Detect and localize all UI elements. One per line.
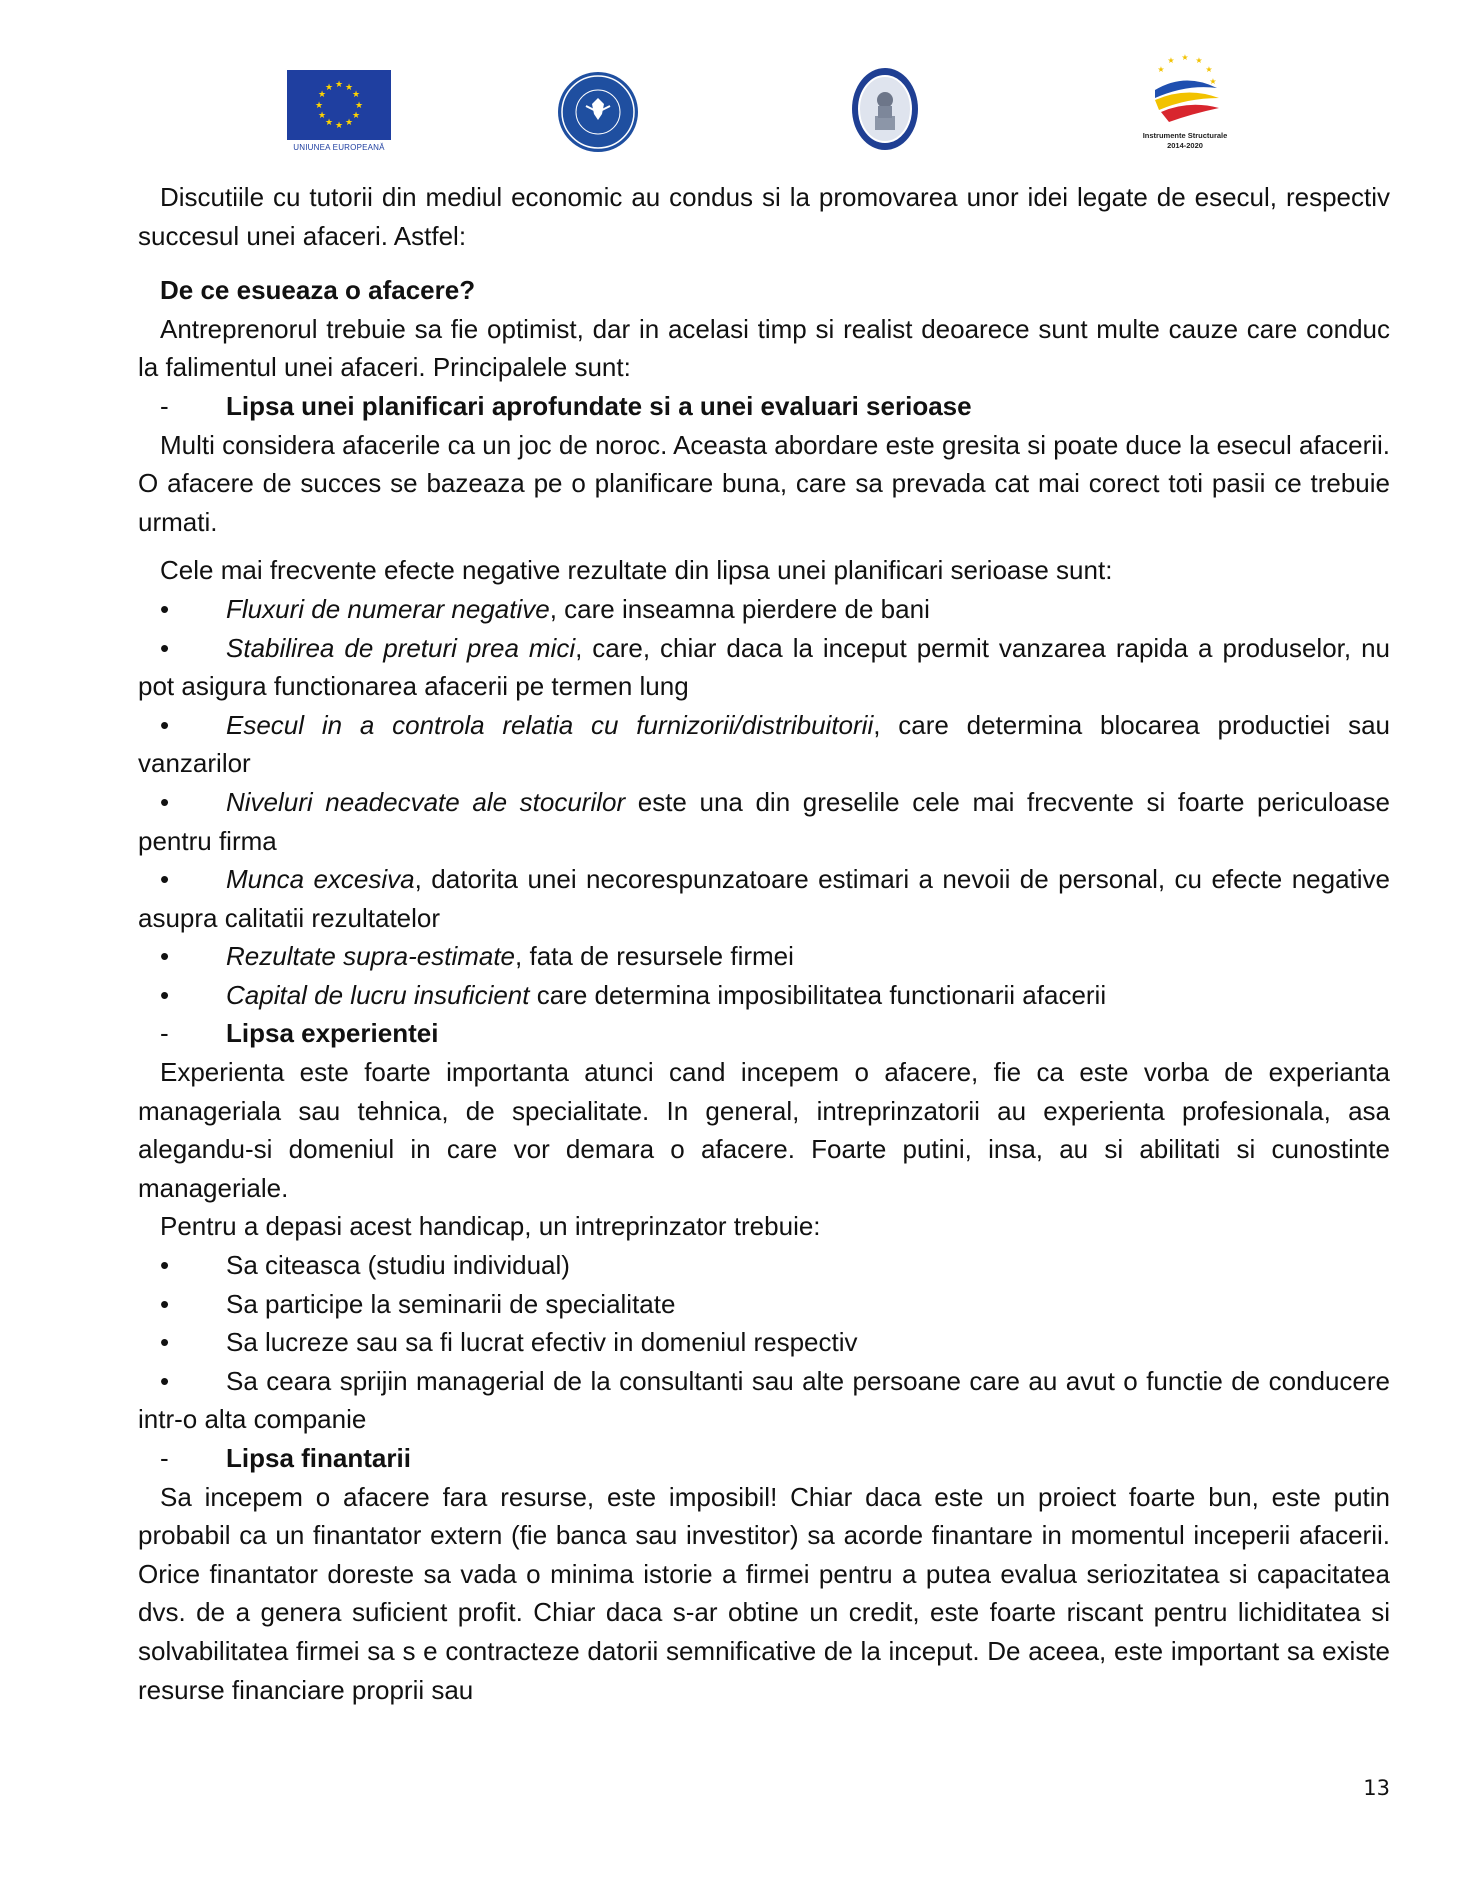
list-item-text: , care, chiar daca la inceput permit vanzarea rapida a produselor, nu pot asigura functionarea afacerii pe termen lung — [138, 632, 1390, 702]
list-item — [138, 860, 1390, 937]
section2-list-intro: Pentru a depasi acest handicap, un intreprinzator trebuie: — [160, 1211, 821, 1242]
section3-heading-row — [138, 1439, 1390, 1478]
svg-text:★: ★ — [1209, 77, 1217, 86]
section2-heading: Lipsa experientei — [226, 1018, 439, 1049]
list-item-emphasis: Capital de lucru insuficient — [226, 979, 530, 1010]
section1-list-intro: Cele mai frecvente efecte negative rezultate din lipsa unei planificari serioase sunt: — [160, 555, 1113, 586]
section1-heading: Lipsa unei planificari aprofundate si a unei evaluari serioase — [226, 390, 972, 421]
question-paragraph: Antreprenorul trebuie sa fie optimist, dar in acelasi timp si realist deoarece sunt multe cauze care conduc la falimentul unei afaceri. Principalele sunt: — [138, 313, 1390, 383]
section1-heading-row — [138, 387, 1390, 426]
list-item-text: este una din greselile cele mai frecvente si foarte periculoase pentru firma — [138, 786, 1390, 856]
university-seal-icon — [850, 66, 920, 152]
list-item — [138, 937, 1390, 976]
list-item — [138, 706, 1390, 783]
list-item-text: , care inseamna pierdere de bani — [549, 593, 930, 624]
bullet-marker: • — [160, 1250, 170, 1281]
list-item-text: , care determina blocarea productiei sau vanzarilor — [138, 709, 1390, 779]
svg-text:★: ★ — [1181, 53, 1189, 62]
svg-text:★: ★ — [317, 111, 327, 121]
bullet-marker: • — [160, 709, 170, 740]
section3-paragraph: Sa incepem o afacere fara resurse, este imposibil! Chiar daca este un proiect foarte bun, este putin probabil ca un finantator extern (fie banca sau investitor) sa acorde finantare in momentul inceperii afacerii. Orice finantator doreste sa vada o minima istorie a firmei pentru a putea evalua seriozitatea si capacitatea dvs. de a genera suficient profit. Chiar daca s-ar obtine un credit, este foarte riscant pentru lichiditatea si solvabilitatea firmei sa s e contracteze datorii semnificative de la inceput. De aceea, este important sa existe resurse financiare proprii sau — [138, 1481, 1390, 1705]
list-item-text: care determina imposibilitatea functionarii afacerii — [529, 979, 1107, 1010]
eu-flag-logo — [287, 70, 391, 154]
bullet-marker: • — [160, 1327, 170, 1358]
list-item-text: Sa participe la seminarii de specialitate — [226, 1288, 676, 1319]
is-caption-line1: Instrumente Structurale — [1142, 131, 1228, 140]
eu-flag — [287, 70, 391, 140]
list-item-emphasis: Fluxuri de numerar negative — [226, 593, 550, 624]
list-item — [138, 1362, 1390, 1439]
svg-text:★: ★ — [324, 83, 334, 93]
is-caption-line2: 2014-2020 — [1167, 141, 1203, 150]
list-item — [138, 629, 1390, 706]
bullet-marker: • — [160, 1288, 170, 1319]
svg-text:★: ★ — [1167, 56, 1175, 65]
eu-stars-icon — [287, 70, 391, 140]
svg-text:★: ★ — [1195, 56, 1203, 65]
document-body — [138, 178, 1390, 1709]
dash-marker: - — [160, 1018, 169, 1049]
bullet-marker: • — [160, 593, 170, 624]
government-seal-icon — [556, 70, 640, 154]
svg-text:★: ★ — [324, 118, 334, 128]
svg-text:★: ★ — [351, 111, 361, 121]
svg-text:★: ★ — [1157, 65, 1165, 74]
list-item — [138, 1285, 1390, 1324]
bullet-marker: • — [160, 864, 170, 895]
section2-paragraph: Experienta este foarte importanta atunci cand incepem o afacere, fie ca este vorba de experianta manageriala sau tehnica, de specialitate. In general, intreprinzatorii au experienta profesionala, asa alegandu-si domeniul in care vor demara o afacere. Foarte putini, insa, au si abilitati si cunostinte manageriale. — [138, 1057, 1390, 1203]
list-item-emphasis: Stabilirea de preturi prea mici — [226, 632, 576, 663]
list-item — [138, 1323, 1390, 1362]
list-item-text: Sa ceara sprijin managerial de la consultanti sau alte persoane care au avut o functie de conducere intr-o alta companie — [138, 1365, 1390, 1435]
svg-text:★: ★ — [317, 90, 327, 100]
list-item — [138, 590, 1390, 629]
list-item-text: , datorita unei necorespunzatoare estimari a nevoii de personal, cu efecte negative asupra calitatii rezultatelor — [138, 864, 1391, 933]
dash-marker: - — [160, 390, 169, 421]
bullet-marker: • — [160, 941, 170, 972]
bullet-marker: • — [160, 1365, 170, 1396]
svg-text:★: ★ — [334, 121, 344, 131]
page-number: 13 — [1363, 1776, 1390, 1800]
list-item-emphasis: Rezultate supra-estimate — [226, 941, 516, 972]
question-heading: De ce esueaza o afacere? — [160, 275, 476, 306]
instrumente-structurale-logo — [1125, 50, 1245, 155]
bullet-marker: • — [160, 786, 170, 817]
section1-paragraph: Multi considera afacerile ca un joc de noroc. Aceasta abordare este gresita si poate duce la esecul afacerii. O afacere de succes se bazeaza pe o planificare buna, care sa prevada cat mai corect toti pasii ce trebuie urmati. — [138, 429, 1390, 537]
svg-text:★: ★ — [344, 118, 354, 128]
section2-heading-row — [138, 1014, 1390, 1053]
svg-text:★: ★ — [314, 101, 324, 111]
list-item — [138, 1246, 1390, 1285]
list-item-emphasis: Munca excesiva — [226, 864, 415, 895]
svg-text:★: ★ — [351, 90, 361, 100]
list-item-text: , fata de resursele firmei — [515, 941, 794, 972]
svg-text:★: ★ — [1205, 65, 1213, 74]
intro-paragraph: Discutiile cu tutorii din mediul economic au condus si la promovarea unor idei legate de esecul, respectiv succesul unei afaceri. Astfel: — [138, 182, 1390, 251]
dash-marker: - — [160, 1443, 169, 1473]
svg-text:★: ★ — [344, 83, 354, 93]
list-item-emphasis: Niveluri neadecvate ale stocurilor — [226, 786, 626, 817]
government-romania-seal — [556, 70, 640, 154]
list-item — [138, 783, 1390, 860]
bullet-marker: • — [160, 632, 170, 663]
svg-text:★: ★ — [354, 101, 364, 111]
header-logos — [0, 0, 1471, 160]
instrumente-structurale-icon — [1125, 50, 1245, 130]
list-item-text: Sa citeasca (studiu individual) — [226, 1250, 570, 1281]
list-item-text: Sa lucreze sau sa fi lucrat efectiv in domeniul respectiv — [226, 1327, 858, 1358]
svg-text:★: ★ — [334, 80, 344, 90]
bullet-marker: • — [160, 979, 170, 1010]
university-seal — [850, 66, 920, 152]
list-item-emphasis: Esecul in a controla relatia cu furnizorii/distribuitorii — [226, 709, 874, 740]
eu-caption: UNIUNEA EUROPEANĂ — [293, 143, 385, 152]
list-item — [138, 976, 1390, 1015]
section3-heading: Lipsa finantarii — [226, 1443, 411, 1473]
